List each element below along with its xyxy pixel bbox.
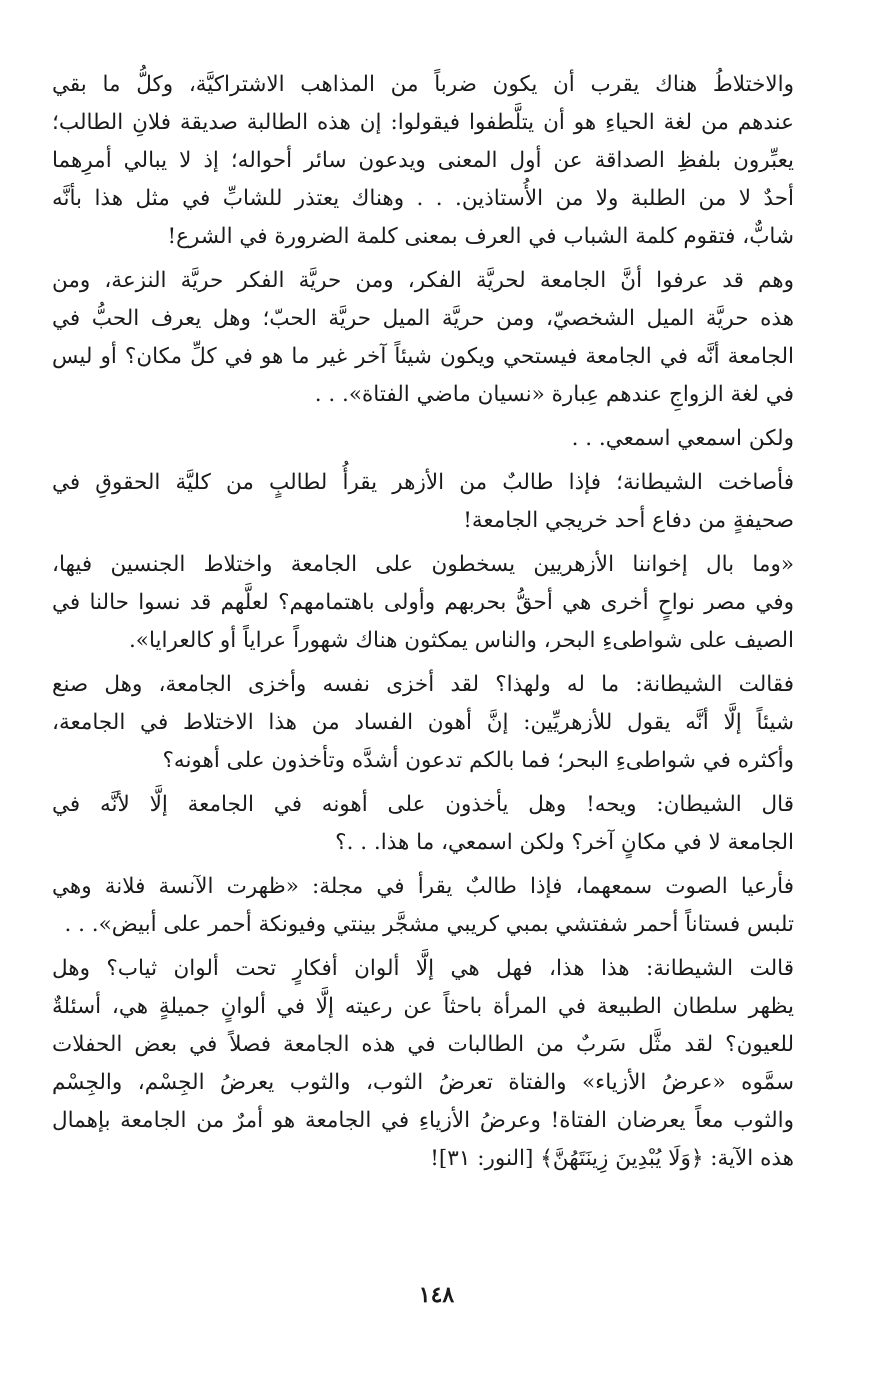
text-line: فقالت الشيطانة: ما له ولهذا؟ لقد أخزى نفسه وأخزى الجامعة، وهل صنع: [52, 672, 794, 697]
text-line: هذه الآية: ﴿وَلَا يُبْدِينَ زِينَتَهُنَّ﴾ [النور: ٣١]!: [430, 1146, 794, 1171]
text-line: فأرعيا الصوت سمعهما، فإذا طالبٌ يقرأ في مجلة: «ظهرت الآنسة فلانة وهي: [52, 874, 794, 899]
text-line: سمَّوه «عرضُ الأزياء» والفتاة تعرضُ الثوب، والثوب يعرضُ الجِسْم، والجِسْم: [52, 1070, 794, 1095]
text-line: شيئاً إلَّا أنَّه يقول للأزهريِّين: إنَّ أهون الفساد من هذا الاختلاط في الجامعة،: [52, 710, 794, 735]
text-line: يظهر سلطان الطبيعة في المرأة باحثاً عن رعيته إلَّا في ألوانٍ جميلةٍ هي، أسئلةٌ: [52, 994, 794, 1019]
text-line: وأكثره في شواطىءِ البحر؛ فما بالكم تدعون أشدَّه وتأخذون على أهونه؟: [162, 748, 794, 773]
text-line: تلبس فستاناً أحمر شفتشي بمبي كريبي مشجَّر بينتي وفيونكة أحمر على أبيض». . .: [64, 912, 794, 937]
text-line: قالت الشيطانة: هذا هذا، فهل هي إلَّا ألوان أفكارٍ تحت ألوان ثياب؟ وهل: [52, 956, 794, 981]
paragraph: [52, 420, 794, 458]
text-line: والاختلاطُ هناك يقرب أن يكون ضرباً من المذاهب الاشتراكيَّة، وكلُّ ما بقي: [52, 72, 794, 97]
text-line: فأصاخت الشيطانة؛ فإذا طالبٌ من الأزهر يقرأُ لطالبٍ من كليَّة الحقوقِ في: [52, 470, 794, 495]
text-line: ولكن اسمعي اسمعي. . .: [571, 426, 794, 451]
text-line: وفي مصر نواحٍ أخرى هي أحقُّ بحربهم وأولى باهتمامهم؟ لعلَّهم قد نسوا حالنا في: [52, 590, 794, 615]
paragraph: [52, 868, 794, 944]
paragraph: [52, 262, 794, 414]
text-line: الجامعة لا في مكانٍ آخر؟ ولكن اسمعي، ما هذا. . .؟: [335, 830, 794, 855]
text-line: يعبِّرون بلفظِ الصداقة عن أول المعنى ويدعون سائر أحواله؛ إذ لا يبالي أمرِهما: [52, 148, 794, 173]
text-line: والثوب معاً يعرضان الفتاة! وعرضُ الأزياءِ في الجامعة هو أمرٌ من الجامعة بإهمال: [52, 1108, 794, 1133]
text-line: الجامعة أنَّه في الجامعة فيستحي ويكون شيئاً آخر غير ما هو في كلِّ مكان؟ أو ليس: [52, 344, 794, 369]
text-line: أحدٌ لا من الطلبة ولا من الأُستاذين. . . وهناك يعتذر للشابِّ في مثل هذا بأنَّه: [52, 186, 794, 211]
paragraph: [52, 666, 794, 780]
paragraph: [52, 464, 794, 540]
text-line: هذه حريَّة الميل الشخصيّ، ومن حريَّة الميل حريَّة الحبّ؛ وهل يعرف الحبُّ في: [52, 306, 794, 331]
paragraph: [52, 546, 794, 660]
text-line: عندهم من لغة الحياءِ هو أن يتلَّطفوا فيقولوا: إن هذه الطالبة صديقة فلانِ الطالب؛: [52, 110, 794, 135]
paragraph: [52, 786, 794, 862]
body-text: [52, 66, 794, 1184]
text-line: الصيف على شواطىءِ البحر، والناس يمكثون هناك شهوراً عراياً أو كالعرايا».: [128, 628, 794, 653]
text-line: للعيون؟ لقد مثَّل سَربٌ من الطالبات في هذه الجامعة فصلاً في بعض الحفلات: [52, 1032, 794, 1057]
paragraph: [52, 950, 794, 1178]
text-line: في لغة الزواجِ عندهم عِبارة «نسيان ماضي الفتاة». . .: [314, 382, 794, 407]
text-line: وهم قد عرفوا أنَّ الجامعة لحريَّة الفكر، ومن حريَّة الفكر حريَّة النزعة، ومن: [52, 268, 794, 293]
paragraph: [52, 66, 794, 256]
text-line: شابٌّ، فتقوم كلمة الشباب في العرف بمعنى كلمة الضرورة في الشرع!: [167, 224, 794, 249]
text-line: صحيفةٍ من دفاع أحد خريجي الجامعة!: [463, 508, 794, 533]
text-line: قال الشيطان: ويحه! وهل يأخذون على أهونه في الجامعة إلَّا لأنَّه في: [52, 792, 794, 817]
page-number: ١٤٨: [418, 1282, 455, 1308]
text-line: «وما بال إخواننا الأزهريين يسخطون على الجامعة واختلاط الجنسين فيها،: [52, 552, 794, 577]
